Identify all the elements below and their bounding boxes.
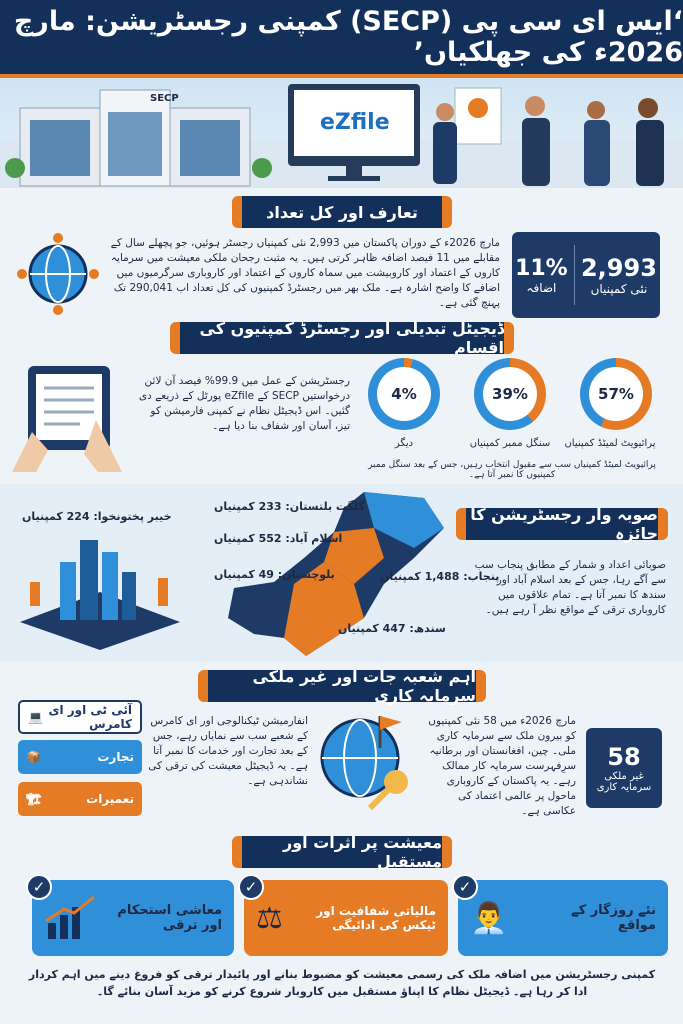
- chart-board-icon: [455, 88, 501, 144]
- growth-value: 11%: [515, 255, 568, 281]
- intro-stats: [512, 232, 660, 318]
- sector-it-label: آئی ٹی اور ای کامرس: [48, 703, 132, 731]
- economy-banner: معیشت پر اثرات اور مستقبل: [232, 836, 452, 868]
- type-label-other: دیگر: [394, 438, 414, 449]
- new-companies-label: نئی کمپنیاں: [590, 282, 648, 296]
- sector-construction: [18, 782, 142, 816]
- fdi-value: 58: [607, 743, 641, 771]
- type-value-other: 4%: [377, 367, 431, 421]
- fdi-label: غیر ملکی سرمایہ کاری: [596, 771, 652, 793]
- globe-key-icon: [318, 704, 422, 810]
- page-title: ‘ایس ای سی پی (SECP) کمپنی رجسٹریشن: مارچ 2026ء کی جھلکیاں’: [13, 6, 683, 68]
- digital-banner: ڈیجیٹل تبدیلی اور رجسٹرڈ کمپنیوں کی اقسام: [170, 322, 514, 354]
- label-sin: سندھ: 447 کمپنیاں: [338, 622, 446, 635]
- provinces-text: صوبائی اعداد و شمار کے مطابق پنجاب سب سے آگے رہا، جس کے بعد اسلام آباد اور سندھ کا نمبر آتا ہے۔ تمام علاقوں میں کاروباری ترقی کے مواقع نظر آ رہے ہیں۔: [474, 559, 666, 616]
- type-label-single: سنگل ممبر کمپنیاں: [469, 438, 551, 449]
- company-types: [356, 358, 668, 458]
- type-ring-single: [474, 358, 546, 430]
- intro-banner: تعارف اور کل تعداد: [232, 196, 452, 228]
- sector-construction-label: تعمیرات: [86, 792, 134, 806]
- type-value-private: 57%: [589, 367, 643, 421]
- intro-text: مارچ 2026ء کے دوران پاکستان میں 2,993 نئی کمپنیاں رجسٹر ہوئیں، جو پچھلے سال کے مقابلے میں 11 فیصد اضافہ ظاہر کرتی ہیں۔ یہ مثبت رجحان ملکی معیشت میں سرمایہ کاروں کے اعتماد اور کاروبیشت میں سماہ کاروں کے اعتماد اور کاروباری سرگرمیوں میں اضافے کا واضح اشارہ ہے۔ ملک بھر میں رجسٹرڈ کمپنیوں کی کل تعداد اب 290,041 تک پہنچ گئی ہے۔: [110, 237, 500, 309]
- growth-chart-icon: [44, 895, 98, 941]
- ezfile-logo: eZfile: [320, 110, 390, 135]
- type-label-private: پرائیویٹ لمیٹڈ کمپنیاں: [564, 438, 656, 449]
- sector-it: [18, 700, 142, 734]
- card-stability: [32, 880, 234, 956]
- label-pun: پنجاب: 1,488 کمپنیاں: [380, 570, 500, 583]
- provinces-banner: صوبہ وار رجسٹریشن کا جائزہ: [456, 508, 668, 540]
- card-transparency: [244, 880, 448, 956]
- globe-network-icon: [16, 232, 100, 316]
- scales-icon: ⚖: [256, 900, 283, 936]
- city-skyline-icon: [20, 522, 180, 650]
- worker-icon: 👨‍💼: [470, 900, 508, 936]
- label-isb: اسلام آباد: 552 کمپنیاں: [214, 532, 343, 545]
- card-transparency-label: مالیاتی شفافیت اور ٹیکس کی ادائیگی: [316, 904, 436, 932]
- sector-trade: [18, 740, 142, 774]
- label-gb: گلگت بلتستان: 233 کمپنیاں: [214, 500, 365, 513]
- new-companies-value: 2,993: [580, 254, 657, 282]
- digital-text: رجسٹریشن کے عمل میں 99.9% فیصد آن لائن درخواستیں SECP کے eZfile پورٹل کے ذریعے دی گئیں۔ اس ڈیجیٹل نظام نے کمپنی فارمیشن کو تیز، آسان اور شفاف بنا دیا ہے۔: [138, 375, 350, 432]
- crane-icon: 🏗: [26, 792, 42, 806]
- secp-building-icon: [5, 90, 272, 186]
- check-icon: ✓: [238, 874, 264, 900]
- card-jobs: [458, 880, 668, 956]
- sector-trade-label: تجارت: [97, 750, 134, 764]
- types-note: پرائیویٹ لمیٹڈ کمپنیاں سب سے مقبول انتخاب رہیں، جس کے بعد سنگل ممبر کمپنیوں کا نمبر آتا ہے۔: [368, 460, 656, 480]
- check-icon: ✓: [452, 874, 478, 900]
- page-header: [0, 0, 683, 78]
- label-kp: خیبر پختونخوا: 224 کمپنیاں: [22, 510, 172, 523]
- tablet-hands-icon: [8, 362, 126, 474]
- type-value-single: 39%: [483, 367, 537, 421]
- growth-stat: [515, 256, 568, 295]
- type-ring-other: [368, 358, 440, 430]
- new-companies-stat: [581, 254, 657, 296]
- economy-footer: کمپنی رجسٹریشن میں اضافہ ملک کی رسمی معیشت کو مضبوط بنانے اور پائیدار ترقی کو فروغ دینے میں اہم کردار ادا کر رہا ہے۔ ڈیجیٹل نظام کا اپناؤ مستقبل میں کاروبار شروع کرنے کو مزید آسان بنائے گا۔: [28, 968, 656, 998]
- growth-label: اضافہ: [526, 280, 557, 295]
- sectors-text: انفارمیشن ٹیکنالوجی اور ای کامرس کے شعبے سب سے نمایاں رہے، جس کے بعد تجارت اور خدمات کا نمبر آتا ہے۔ یہ ڈیجیٹل معیشت کی ترقی کی نشاندہی ہے۔: [148, 715, 308, 787]
- container-icon: 📦: [26, 750, 41, 764]
- fdi-stat: [586, 728, 662, 808]
- label-bal: بلوچستان: 49 کمپنیاں: [214, 568, 335, 581]
- building-sign: SECP: [150, 93, 179, 104]
- fdi-text: مارچ 2026ء میں 58 نئی کمپنیوں کو بیرون ملک سے سرمایہ کاری ملی۔ چین، افغانستان اور برطانیہ سرِفہرست سرمایہ کار ممالک رہے۔ یہ پاکستان کے کاروباری ماحول پر عالمی اعتماد کی عکاسی ہے۔: [428, 715, 576, 817]
- laptop-icon: 💻: [28, 710, 43, 724]
- card-jobs-label: نئے روزگار کے مواقع: [570, 903, 656, 933]
- card-stability-label: معاشی استحکام اور ترقی: [117, 903, 222, 933]
- hero-illustration: [0, 78, 683, 188]
- check-icon: ✓: [26, 874, 52, 900]
- type-ring-private: [580, 358, 652, 430]
- sectors-banner: اہم شعبہ جات اور غیر ملکی سرمایہ کاری: [198, 670, 486, 702]
